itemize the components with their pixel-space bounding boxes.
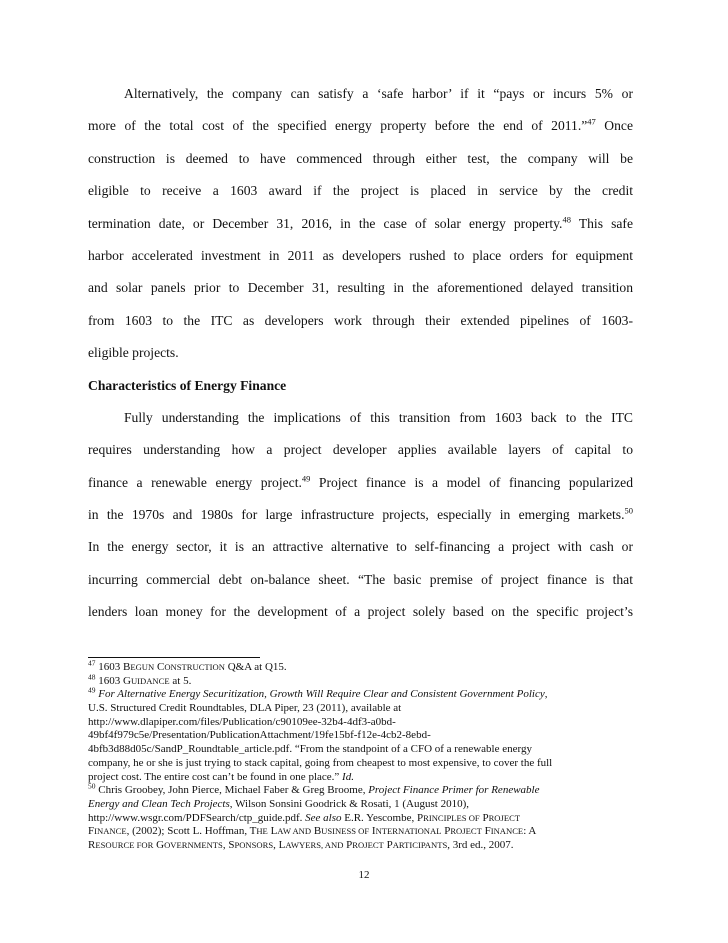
paragraph-1-line-5 <box>88 208 633 240</box>
paragraph-2-line-2 <box>88 434 633 466</box>
signal-text: See also <box>305 811 342 824</box>
footnote-48 <box>88 672 633 689</box>
text: termination date, or December 31, 2016, in the case of solar energy property. <box>88 215 563 231</box>
paragraph-2-line-1 <box>88 402 633 434</box>
footnote-ref-49[interactable]: 49 <box>301 473 311 484</box>
text: C <box>154 661 165 673</box>
text: Alternatively, the company can satisfy a ‘safe harbor’ if it “pays or incurs 5% or <box>124 86 633 101</box>
text: , S <box>222 838 235 851</box>
footnote-number: 47 <box>88 658 96 668</box>
footnote-separator <box>88 657 260 658</box>
small-caps-text: EGUN <box>130 662 155 672</box>
citation-title: For Alternative Energy Securitization, Growth Will Require Clear and Consistent Government Policy <box>98 688 545 701</box>
footnote-49-url-line-1[interactable]: http://www.dlapiper.com/files/Publication/c90109ee-32b4-4df3-a0bd- <box>88 715 396 728</box>
citation-title: Project Finance Primer for Renewable <box>368 784 540 797</box>
small-caps-text: ONSTRUCTION <box>164 662 225 672</box>
small-caps-text: ARTICIPANTS <box>392 839 448 850</box>
text: B <box>311 825 322 838</box>
text: , (2002); Scott L. Hoffman, T <box>126 825 257 838</box>
text: incurring commercial debt on-balance sheet. “The basic premise of project finance is that <box>88 571 633 587</box>
footnote-49-line-5: 4bfb3d88d05c/SandP_Roundtable_article.pdf. “From the standpoint of a CFO of a renewable energy <box>88 743 532 756</box>
paragraph-2-line-7 <box>88 596 633 628</box>
page-number: 12 <box>358 869 370 881</box>
text: , Wilson Sonsini Goodrick & Rosati, 1 (August 2010), <box>229 797 469 810</box>
url-text[interactable]: http://www.wsgr.com/PDFSearch/ctp_guide.pdf. <box>88 811 306 824</box>
body-text <box>88 78 633 629</box>
text: F <box>481 825 491 838</box>
text: P <box>383 838 393 851</box>
small-caps-text: PONSORS <box>234 839 274 850</box>
footnote-49-line-6: company, he or she is just trying to stack capital, going from cheapest to most expensive, to cover the full <box>88 756 553 769</box>
small-caps-text: AWYERS, AND <box>285 839 344 850</box>
footnotes <box>88 658 633 853</box>
text: Once <box>595 118 633 134</box>
text: This safe <box>570 215 633 231</box>
paragraph-2-line-5 <box>88 531 633 563</box>
text: G <box>153 838 165 851</box>
text: finance a renewable energy project. <box>88 474 302 490</box>
text: in the 1970s and 1980s for large infrastructure projects, especially in emerging markets. <box>88 507 625 523</box>
text: , L <box>273 838 286 851</box>
footnote-number: 49 <box>88 685 96 695</box>
text: Q&A at Q15. <box>224 661 287 673</box>
paragraph-1-line-6 <box>88 240 633 272</box>
text: In the energy sector, it is an attractive alternative to self-financing a project with cash or <box>88 539 633 555</box>
text: from 1603 to the ITC as developers work through their extended pipelines of 1603- <box>88 312 633 328</box>
text: construction is deemed to have commenced through either test, the company will be <box>88 150 633 166</box>
text: 1603 G <box>95 674 131 687</box>
footnote-ref-47[interactable]: 47 <box>587 116 596 127</box>
footnote-number: 50 <box>88 781 96 791</box>
small-caps-text: HE <box>256 826 268 837</box>
text: requires understanding how a project developer applies available layers of capital to <box>88 442 633 458</box>
paragraph-1-line-9 <box>88 337 633 369</box>
text: Project finance is a model of financing popularized <box>310 474 633 490</box>
text: more of the total cost of the specified energy property before the end of 2011.” <box>88 118 588 134</box>
text: P <box>441 825 451 838</box>
paragraph-2-line-3 <box>88 467 633 499</box>
text: P <box>479 811 489 824</box>
footnote-50-line-1 <box>88 781 633 798</box>
footnote-49-line-1 <box>88 685 633 702</box>
footnote-50-line-2 <box>88 798 633 812</box>
text: Fully understanding the implications of this transition from 1603 back to the ITC <box>124 409 633 425</box>
paragraph-1-line-7 <box>88 272 633 304</box>
section-heading: Characteristics of Energy Finance <box>88 377 287 393</box>
small-caps-text: RINCIPLES OF <box>423 812 480 823</box>
small-caps-text: ROJECT <box>488 812 521 823</box>
text: 1603 B <box>95 661 131 673</box>
paragraph-2-line-4 <box>88 499 633 531</box>
footnote-49-line-7 <box>88 771 633 785</box>
footnote-50-line-3 <box>88 812 633 826</box>
text: L <box>267 825 278 838</box>
text: P <box>343 838 353 851</box>
small-caps-text: AW AND <box>277 826 312 837</box>
small-caps-text: ROJECT <box>450 826 482 837</box>
footnote-47 <box>88 658 633 675</box>
text: E.R. Yescombe, P <box>341 811 424 824</box>
text: at 5. <box>169 674 192 687</box>
footnote-49-line-2: U.S. Structured Credit Roundtables, DLA Piper, 23 (2011), available at <box>88 702 402 715</box>
paragraph-1-line-8 <box>88 305 633 337</box>
text: I <box>369 825 376 838</box>
paragraph-1-line-1 <box>88 78 633 110</box>
text: eligible projects. <box>88 345 179 361</box>
paragraph-2-line-6 <box>88 564 633 596</box>
text: project cost. The entire cost can’t be found in one place.” <box>88 770 343 783</box>
small-caps-text: INANCE <box>490 826 524 837</box>
footnote-50-line-5 <box>88 839 633 853</box>
paragraph-1-line-4 <box>88 175 633 207</box>
paragraph-1-line-3 <box>88 143 633 175</box>
citation-title: Energy and Clean Tech Projects <box>88 797 230 810</box>
text: harbor accelerated investment in 2011 as developers rushed to place orders for equipment <box>88 247 633 263</box>
text: , 3rd ed., 2007. <box>447 838 514 851</box>
small-caps-text: OVERNMENTS <box>164 839 223 850</box>
small-caps-text: UIDANCE <box>130 675 170 686</box>
paragraph-1-line-2 <box>88 110 633 142</box>
text: R <box>88 838 96 851</box>
small-caps-text: INANCE <box>94 826 127 837</box>
id-citation: Id. <box>342 770 354 783</box>
footnote-ref-50[interactable]: 50 <box>624 505 633 516</box>
text: , <box>544 688 548 701</box>
text: F <box>88 825 95 838</box>
small-caps-text: USINESS OF <box>321 826 370 837</box>
text: eligible to receive a 1603 award if the project is placed in service by the credit <box>88 183 633 199</box>
footnote-49-url-line-2[interactable]: 49bf4f979c5e/Presentation/PublicationAttachment/19fe15bf-f12e-4cb2-8ebd- <box>88 729 431 742</box>
footnote-50-line-4 <box>88 825 633 839</box>
text: : A <box>523 825 537 838</box>
small-caps-text: NTERNATIONAL <box>375 826 442 837</box>
footnote-ref-48[interactable]: 48 <box>562 214 571 225</box>
small-caps-text: ROJECT <box>352 839 384 850</box>
text: lenders loan money for the development of a project solely based on the specific project’s <box>88 604 633 620</box>
text: Chris Groobey, John Pierce, Michael Faber & Greg Broome, <box>95 784 369 797</box>
small-caps-text: ESOURCE FOR <box>95 839 154 850</box>
text: and solar panels prior to December 31, resulting in the aforementioned delayed transition <box>88 280 633 296</box>
footnote-number: 48 <box>88 672 96 682</box>
